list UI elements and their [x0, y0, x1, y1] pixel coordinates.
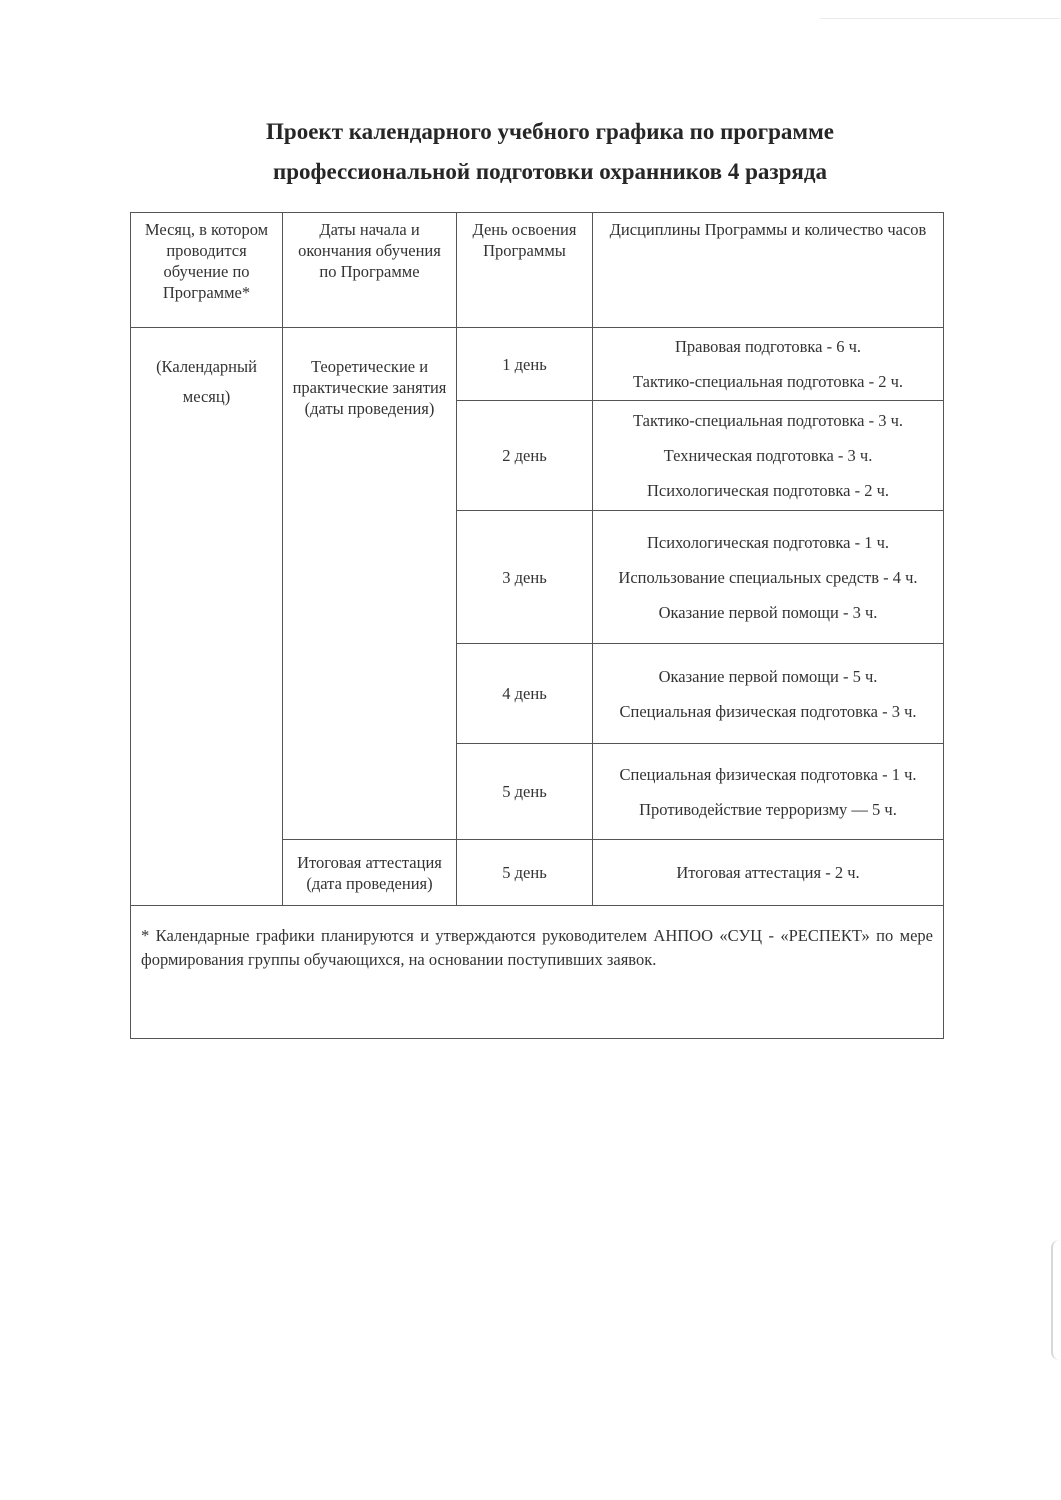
title-line-2: профессиональной подготовки охранников 4 разряда [273, 159, 827, 184]
day-cell: 4 день [457, 644, 593, 744]
discipline-item: Противодействие терроризму — 5 ч. [639, 799, 897, 819]
disciplines-cell [593, 840, 944, 906]
table-row [131, 328, 944, 401]
document-title [150, 112, 950, 192]
header-day: День освоения Программы [457, 213, 593, 328]
discipline-item: Правовая подготовка - 6 ч. [674, 337, 862, 356]
day-cell: 5 день [457, 744, 593, 840]
header-month: Месяц, в котором проводится обучение по Программе* [131, 213, 283, 328]
disciplines-cell [593, 644, 944, 744]
disciplines-cell [593, 328, 944, 401]
discipline-item: Техническая подготовка - 3 ч. [663, 446, 873, 465]
discipline-item: Специальная физическая подготовка - 1 ч. [619, 764, 917, 784]
header-disciplines: Дисциплины Программы и количество часов [593, 213, 944, 328]
month-cell: (Календарный месяц) [131, 328, 283, 906]
disciplines-cell [593, 744, 944, 840]
scan-binder-edge [1051, 1240, 1061, 1360]
day-cell: 5 день [457, 840, 593, 906]
header-dates: Даты начала и окончания обучения по Программе [283, 213, 457, 328]
scan-edge-line [820, 18, 1060, 19]
theory-dates-cell: Теоретические и практические занятия (даты проведения) [283, 328, 457, 840]
discipline-item: Тактико-специальная подготовка - 3 ч. [632, 411, 904, 430]
disciplines-cell [593, 401, 944, 511]
header-row [131, 213, 944, 328]
discipline-item: Оказание первой помощи - 3 ч. [658, 602, 878, 622]
discipline-item: Специальная физическая подготовка - 3 ч. [619, 701, 917, 721]
discipline-item: Итоговая аттестация - 2 ч. [676, 863, 860, 882]
note-row [131, 906, 944, 1039]
schedule-table [130, 212, 944, 1039]
disciplines-cell [593, 511, 944, 644]
title-line-1: Проект календарного учебного графика по программе [266, 119, 834, 144]
day-cell: 1 день [457, 328, 593, 401]
footnote: * Календарные графики планируются и утверждаются руководителем АНПОО «СУЦ - «РЕСПЕКТ» по мере формирования группы обучающихся, на основании поступивших заявок. [131, 906, 944, 1039]
discipline-item: Психологическая подготовка - 1 ч. [646, 532, 890, 552]
discipline-item: Использование специальных средств - 4 ч. [618, 567, 918, 587]
final-attestation-label: Итоговая аттестация (дата проведения) [283, 840, 457, 906]
discipline-item: Тактико-специальная подготовка - 2 ч. [632, 372, 904, 391]
discipline-item: Оказание первой помощи - 5 ч. [658, 666, 878, 686]
day-cell: 3 день [457, 511, 593, 644]
day-cell: 2 день [457, 401, 593, 511]
discipline-item: Психологическая подготовка - 2 ч. [646, 481, 890, 500]
